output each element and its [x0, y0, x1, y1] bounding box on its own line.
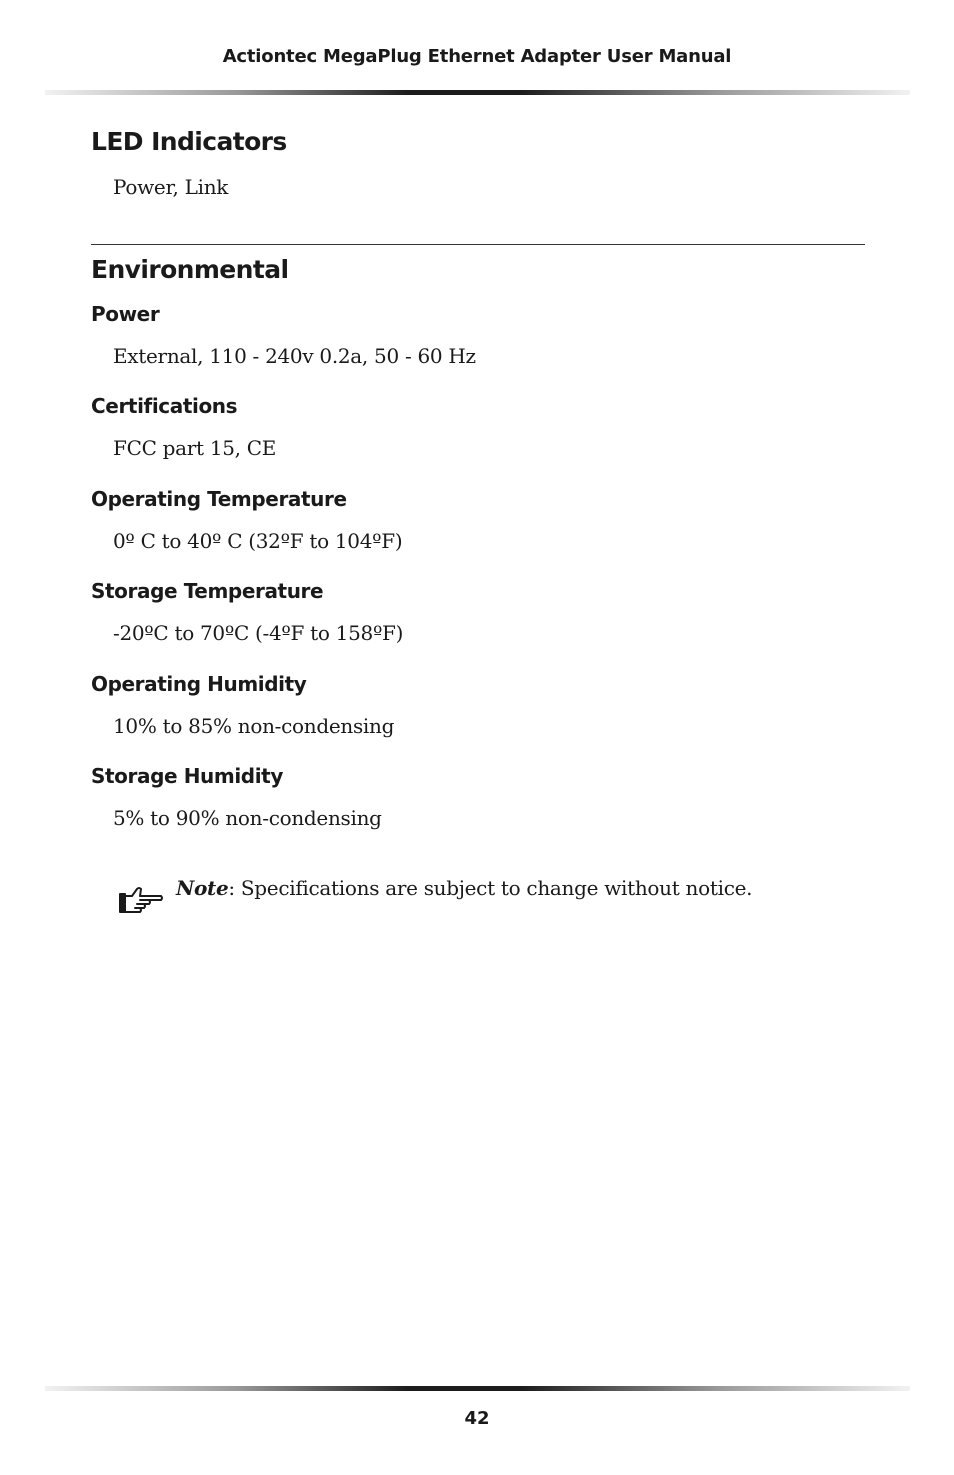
subtitle-certifications: Certifications	[91, 394, 238, 418]
note-body: : Specifications are subject to change without notice.	[228, 876, 753, 900]
note	[118, 876, 752, 918]
section-divider	[91, 244, 865, 245]
storage-temperature-text: -20ºC to 70ºC (-4ºF to 158ºF)	[113, 621, 404, 645]
subtitle-power: Power	[91, 302, 160, 326]
subtitle-operating-temperature: Operating Temperature	[91, 487, 347, 511]
subtitle-operating-humidity: Operating Humidity	[91, 672, 307, 696]
storage-humidity-text: 5% to 90% non-condensing	[113, 806, 382, 830]
note-text	[176, 876, 752, 900]
header-divider	[45, 90, 910, 95]
section-title-led-indicators: LED Indicators	[91, 127, 287, 156]
pointing-hand-icon	[118, 884, 164, 918]
subtitle-storage-humidity: Storage Humidity	[91, 764, 283, 788]
subtitle-storage-temperature: Storage Temperature	[91, 579, 324, 603]
operating-humidity-text: 10% to 85% non-condensing	[113, 714, 395, 738]
certifications-text: FCC part 15, CE	[113, 436, 277, 460]
section-title-environmental: Environmental	[91, 255, 289, 284]
power-text: External, 110 - 240v 0.2a, 50 - 60 Hz	[113, 344, 476, 368]
note-label: Note	[176, 876, 229, 900]
running-header: Actiontec MegaPlug Ethernet Adapter User Manual	[222, 46, 732, 67]
led-indicators-text: Power, Link	[113, 175, 229, 199]
operating-temperature-text: 0º C to 40º C (32ºF to 104ºF)	[113, 529, 403, 553]
page-number: 42	[464, 1408, 490, 1429]
footer-divider	[45, 1386, 910, 1391]
